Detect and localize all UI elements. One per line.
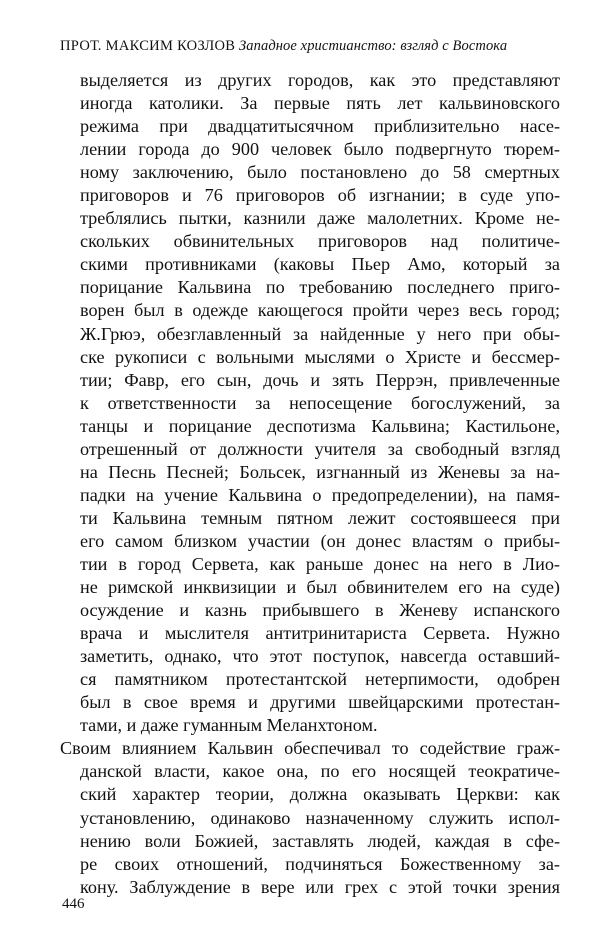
text-line: ти Кальвина темным пятном лежит состоявшееся при: [80, 507, 560, 528]
text-line: был в свое время и другими швейцарскими протестан-: [80, 692, 560, 713]
text-line: тами, и даже гуманным Меланхтоном.: [80, 715, 378, 736]
text-line: падки на учение Кальвина о предопределении), на памя-: [80, 484, 560, 505]
text-line: тии; Фавр, его сын, дочь и зять Перрэн, привлеченные: [80, 369, 560, 390]
text-line: ре своих отношений, подчиняться Божественному за-: [80, 853, 560, 874]
text-line: ному заключению, было постановлено до 58 смертных: [80, 162, 560, 183]
body-text: [60, 69, 560, 899]
text-line: на Песнь Песней; Больсек, изгнанный из Женевы за на-: [80, 461, 560, 482]
text-line: ся памятником протестантской нетерпимости, одобрен: [80, 669, 560, 690]
paragraph-2: [60, 737, 560, 898]
text-line: скими противниками (каковы Пьер Амо, который за: [80, 254, 560, 275]
text-line: кону. Заблуждение в вере или грех с этой точки зрения: [80, 876, 560, 897]
text-line: танцы и порицание деспотизма Кальвина; Кастильоне,: [80, 415, 560, 436]
text-line: ский характер теории, должна оказывать Церкви: как: [80, 784, 560, 805]
text-line: тии в город Сервета, как раньше донес на него в Лио-: [80, 553, 560, 574]
header-author: ПРОТ. МАКСИМ КОЗЛОВ: [60, 38, 236, 54]
text-line: не римской инквизиции и был обвинителем его на суде): [80, 577, 560, 598]
text-line: ске рукописи с вольными мыслями о Христе и бессмер-: [80, 346, 560, 367]
text-line: Ж.Грюэ, обезглавленный за найденные у него при обы-: [80, 323, 560, 344]
text-line: лении города до 900 человек было подвергнуто тюрем-: [80, 139, 560, 160]
paragraph-1: [60, 69, 560, 737]
text-line: отрешенный от должности учителя за свободный взгляд: [80, 438, 560, 459]
text-line: осуждение и казнь прибывшего в Женеву испанского: [80, 600, 560, 621]
text-line: приговоров и 76 приговоров об изгнании; в суде упо-: [80, 185, 560, 206]
page-number: 446: [62, 896, 85, 912]
header-book-title: Западное христианство: взгляд с Востока: [239, 38, 508, 54]
text-line: иногда католики. За первые пять лет кальвиновского: [80, 93, 560, 114]
text-line: ворен был в одежде кающегося пройти через весь город;: [80, 300, 560, 321]
running-header: [60, 38, 560, 55]
text-line: скольких обвинительных приговоров над политиче-: [80, 231, 560, 252]
text-line: Своим влиянием Кальвин обеспечивал то содействие граж-: [60, 738, 560, 759]
text-line: его самом близком участии (он донес властям о прибы-: [80, 530, 560, 551]
text-line: нению воли Божией, заставлять людей, каждая в сфе-: [80, 830, 560, 851]
text-line: врача и мыслителя антитринитариста Сервета. Нужно: [80, 623, 560, 644]
text-line: установлению, одинаково назначенному служить испол-: [80, 807, 560, 828]
text-line: порицание Кальвина по требованию последнего приго-: [80, 277, 560, 298]
text-line: треблялись пытки, казнили даже малолетних. Кроме не-: [80, 208, 560, 229]
text-line: выделяется из других городов, как это представляют: [80, 70, 560, 90]
text-line: к ответственности за непосещение богослужений, за: [80, 392, 560, 413]
text-line: режима при двадцатитысячном приблизительно насе-: [80, 116, 560, 137]
text-line: данской власти, какое она, по его носящей теократиче-: [80, 761, 560, 782]
text-line: заметить, однако, что этот поступок, навсегда оставший-: [80, 646, 560, 667]
